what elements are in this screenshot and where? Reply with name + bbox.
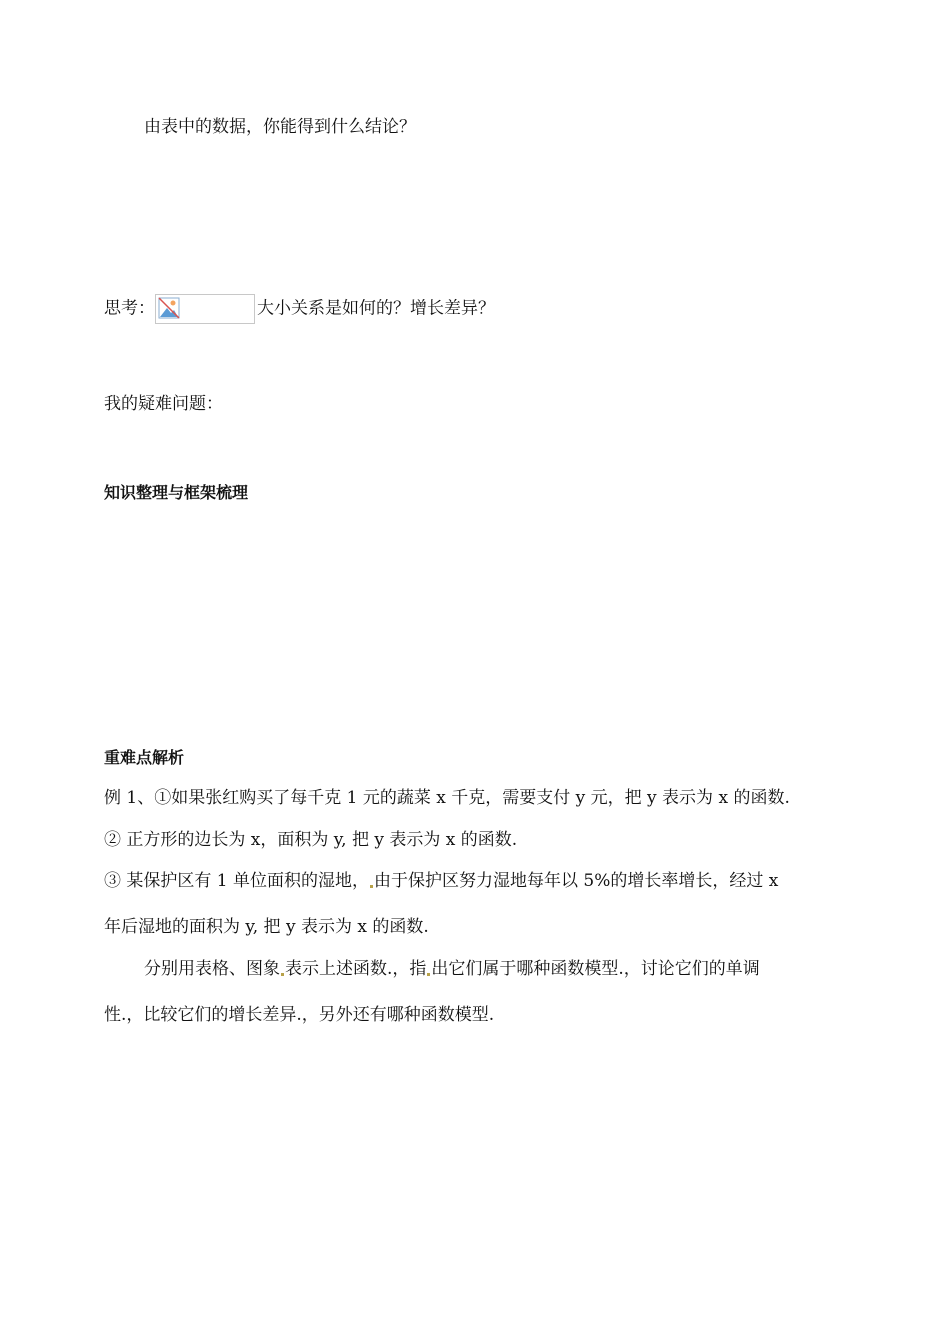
example-line-2: ② 正方形的边长为 x，面积为 y, 把 y 表示为 x 的函数.	[104, 830, 518, 850]
example-line-4: 年后湿地的面积为 y, 把 y 表示为 x 的函数.	[104, 917, 429, 937]
example-line-5c: 出它们属于哪种函数模型.，讨论它们的单调	[431, 959, 760, 979]
example-line-3a: ③ 某保护区有 1 单位面积的湿地，	[104, 871, 370, 891]
example-line-3	[104, 870, 778, 892]
example-line-5	[144, 958, 760, 980]
marker-dot	[370, 885, 373, 888]
example-line-5a: 分别用表格、图象	[144, 959, 280, 979]
example-line-5b: 表示上述函数.，指	[285, 959, 427, 979]
example-line-3b: 由于保护区努力湿地每年以 5%的增长率增长，经过 x	[374, 871, 779, 891]
heading-key-points: 重难点解析	[104, 748, 185, 767]
example-line-6: 性.，比较它们的增长差异.，另外还有哪种函数模型.	[104, 1005, 495, 1025]
question-text: 由表中的数据，你能得到什么结论？	[144, 117, 416, 137]
broken-image-icon	[155, 294, 255, 324]
my-questions-label: 我的疑难问题：	[104, 394, 223, 414]
marker-dot	[281, 973, 284, 976]
marker-dot	[427, 973, 430, 976]
example-line-1: 例 1、①如果张红购买了每千克 1 元的蔬菜 x 千克，需要支付 y 元，把 y 表示为 x 的函数.	[104, 788, 790, 808]
heading-knowledge: 知识整理与框架梳理	[104, 483, 249, 502]
think-line	[104, 294, 495, 324]
think-prefix: 思考：	[104, 298, 155, 319]
think-suffix: 大小关系是如何的？增长差异？	[257, 298, 495, 319]
